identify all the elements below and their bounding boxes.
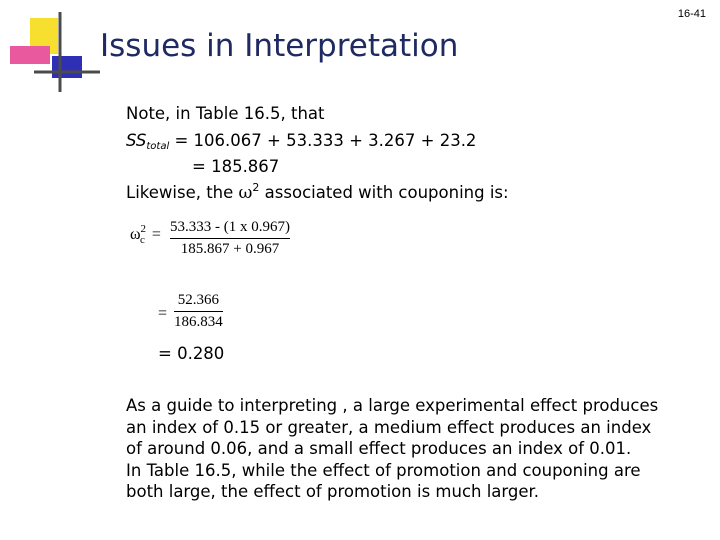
fraction-2-bar: [174, 311, 223, 312]
omega-c-power: 2: [140, 223, 147, 235]
omega-c-lhs: [130, 223, 161, 246]
slide-number: 16-41: [677, 8, 706, 20]
fraction-1: [170, 219, 290, 258]
note-line: Note, in Table 16.5, that: [126, 104, 325, 123]
guide-line: both large, the effect of promotion is much larger.: [126, 482, 540, 501]
ss-symbol: SS: [126, 131, 147, 150]
equals-sign-2: =: [158, 305, 168, 322]
omega-symbol: ω: [238, 183, 253, 203]
interpretation-guide: [126, 395, 706, 503]
fraction-2: [174, 292, 223, 331]
fraction-1-denominator: 185.867 + 0.967: [180, 241, 280, 257]
ss-subscript: total: [146, 141, 170, 152]
ss-result: = 185.867: [192, 157, 280, 176]
likewise-after: associated with couponing is:: [259, 183, 509, 202]
guide-line: As a guide to interpreting , a large experimental effect produces: [126, 396, 659, 415]
slide-title: Issues in Interpretation: [100, 28, 459, 64]
equals-sign: =: [151, 226, 161, 243]
fraction-1-bar: [170, 238, 290, 239]
omega-c-symbol: ω: [130, 226, 141, 243]
ss-sum: = 106.067 + 53.333 + 3.267 + 23.2: [169, 131, 477, 150]
likewise-line: [126, 183, 509, 203]
guide-line: In Table 16.5, while the effect of promotion and couponing are: [126, 460, 641, 480]
likewise-before: Likewise, the: [126, 183, 239, 202]
formula-result: = 0.280: [158, 344, 225, 363]
omega-c-subscript: c: [140, 234, 145, 246]
slide-logo-icon: [0, 0, 110, 100]
guide-line: an index of 0.15 or greater, a medium effect produces an index: [126, 417, 652, 437]
logo-pink-block: [10, 46, 50, 64]
omega-power: 2: [252, 181, 260, 194]
guide-line: of around 0.06, and a small effect produces an index of 0.01.: [126, 439, 632, 458]
logo-blue-block: [52, 56, 82, 78]
fraction-2-numerator: 52.366: [177, 292, 219, 308]
fraction-2-denominator: 186.834: [174, 314, 223, 330]
ss-total-equation: [126, 131, 476, 150]
fraction-1-numerator: 53.333 - (1 x 0.967): [170, 219, 290, 235]
